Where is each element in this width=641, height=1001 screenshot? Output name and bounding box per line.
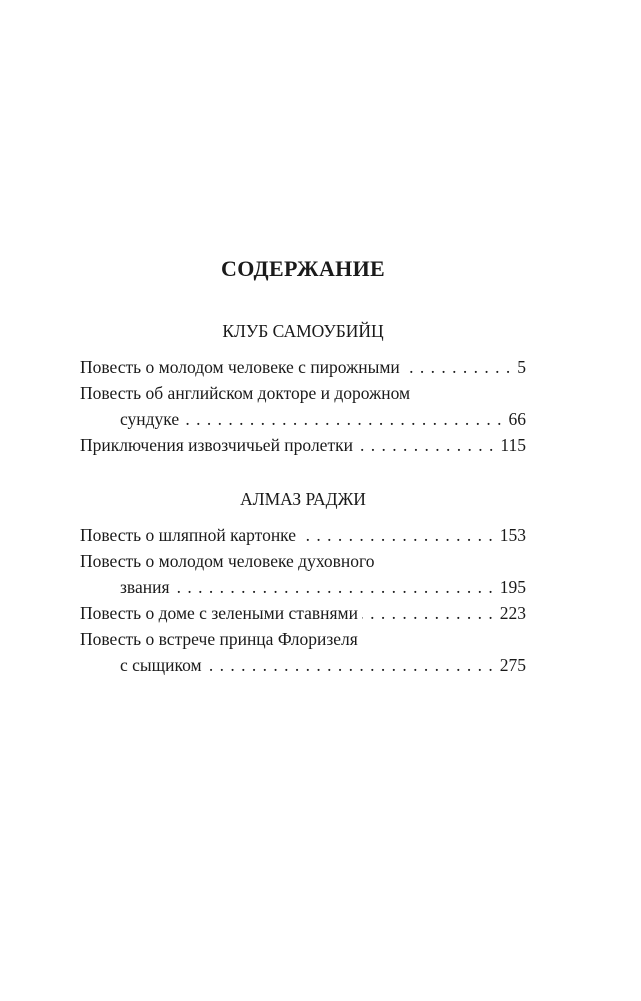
section-gap	[80, 458, 526, 486]
entry-title: сундуке	[120, 409, 180, 429]
entry-line	[80, 432, 526, 458]
dot-leader	[183, 406, 502, 432]
toc-entry[interactable]	[80, 380, 526, 432]
entry-line	[80, 652, 526, 678]
entry-title: звания	[120, 577, 170, 597]
page-number: 115	[500, 435, 526, 455]
page-title: СОДЕРЖАНИЕ	[221, 256, 385, 281]
page-number: 5	[517, 357, 526, 377]
dot-leader	[404, 354, 511, 380]
dot-leader	[206, 652, 494, 678]
section-heading: КЛУБ САМОУБИЙЦ	[222, 321, 384, 341]
entry-title: с сыщиком	[120, 655, 202, 675]
dot-leader	[357, 432, 494, 458]
entry-title: Повесть о доме с зелеными ставнями	[80, 603, 358, 623]
toc-entry[interactable]	[80, 626, 526, 678]
entry-title: Приключения извозчичьей пролетки	[80, 435, 353, 455]
entry-line	[80, 600, 526, 626]
page-number: 223	[499, 603, 526, 623]
page-number: 153	[499, 525, 526, 545]
entry-title-line: Повесть о молодом человеке духовного	[80, 551, 375, 571]
toc-entry[interactable]	[80, 600, 526, 626]
entry-title-line: Повесть об английском докторе и дорожном	[80, 383, 411, 403]
page-number: 195	[499, 577, 526, 597]
toc-entry[interactable]	[80, 522, 526, 548]
entry-title-line: Повесть о встрече принца Флоризеля	[80, 629, 358, 649]
page-number: 275	[499, 655, 526, 675]
entry-title: Повесть о молодом человеке с пирожными	[80, 357, 400, 377]
toc-entry[interactable]	[80, 548, 526, 600]
dot-leader	[362, 600, 494, 626]
section-heading: АЛМАЗ РАДЖИ	[240, 489, 366, 509]
toc-sections	[80, 318, 526, 678]
table-of-contents	[80, 254, 526, 678]
toc-entry[interactable]	[80, 432, 526, 458]
entry-line	[80, 522, 526, 548]
page-number: 66	[508, 409, 526, 429]
toc-entry[interactable]	[80, 354, 526, 380]
dot-leader	[300, 522, 494, 548]
entry-title: Повесть о шляпной картонке	[80, 525, 297, 545]
dot-leader	[174, 574, 494, 600]
entry-line	[80, 574, 526, 600]
entry-line	[80, 406, 526, 432]
entry-line	[80, 354, 526, 380]
